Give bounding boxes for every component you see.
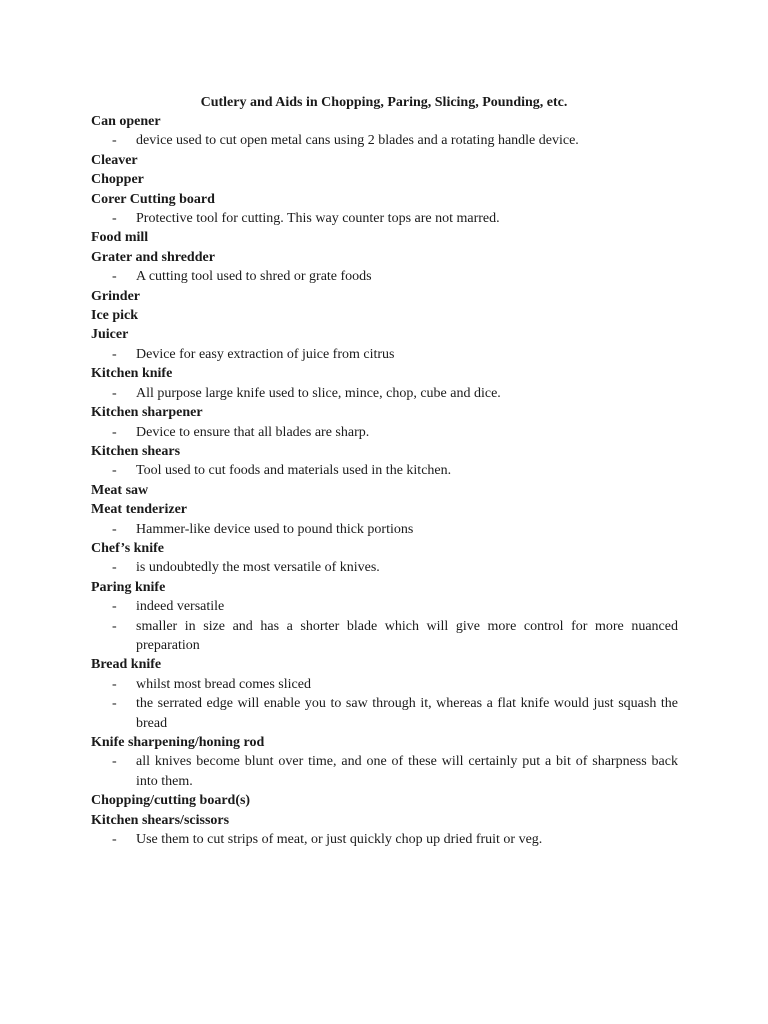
bullet-dash: - <box>112 832 117 848</box>
document-title: Cutlery and Aids in Chopping, Paring, Slicing, Pounding, etc. <box>200 95 568 110</box>
entry-bullet <box>91 597 678 616</box>
entry-bullet <box>91 617 678 656</box>
bullet-dash: - <box>112 754 117 770</box>
entry-term: Kitchen sharpener <box>91 405 203 421</box>
entry-bullet <box>91 675 678 694</box>
bullet-text: whilst most bread comes sliced <box>136 676 311 692</box>
bullet-dash: - <box>112 521 117 537</box>
bullet-dash: - <box>112 618 117 634</box>
entry-bullet <box>91 461 678 480</box>
bullet-dash: - <box>112 269 117 285</box>
entry-bullet <box>91 558 678 577</box>
entry-term: Grater and shredder <box>91 249 215 265</box>
entry-term: Meat saw <box>91 482 149 498</box>
entry-term: Chopping/cutting board(s) <box>91 793 251 809</box>
bullet-text: Use them to cut strips of meat, or just quickly chop up dried fruit or veg. <box>136 832 543 848</box>
bullet-dash: - <box>112 385 117 401</box>
entry-term: Can opener <box>91 114 161 129</box>
entry-bullet <box>91 694 678 733</box>
entry-term: Kitchen knife <box>91 366 173 382</box>
entry-term: Knife sharpening/honing rod <box>91 735 265 750</box>
entry-bullet <box>91 267 678 286</box>
entry-bullet <box>91 209 678 228</box>
bullet-text: device used to cut open metal cans using 2 blades and a rotating handle device. <box>136 133 579 149</box>
entry-term: Bread knife <box>91 657 162 673</box>
bullet-text: Device for easy extraction of juice from citrus <box>136 346 395 362</box>
bullet-dash: - <box>112 676 117 692</box>
bullet-text: Device to ensure that all blades are sharp. <box>136 424 370 440</box>
entry-bullet <box>91 384 678 403</box>
entry-term: Food mill <box>91 230 149 246</box>
entry-list <box>91 112 678 849</box>
entry-bullet <box>91 345 678 364</box>
entry-term: Chopper <box>91 172 144 188</box>
bullet-dash: - <box>112 133 117 149</box>
entry-term: Kitchen shears/scissors <box>91 812 230 828</box>
bullet-dash: - <box>112 463 117 479</box>
bullet-text: all knives become blunt over time, and one of these will certainly put a bit of sharpness back into them. <box>136 754 678 789</box>
bullet-dash: - <box>112 424 117 440</box>
entry-bullet <box>91 752 678 791</box>
entry-bullet <box>91 830 678 849</box>
entry-term: Grinder <box>91 288 140 304</box>
bullet-dash: - <box>112 560 117 576</box>
bullet-text: indeed versatile <box>136 599 225 615</box>
bullet-dash: - <box>112 211 117 227</box>
entry-term: Cleaver <box>91 152 138 168</box>
entry-bullet <box>91 520 678 539</box>
bullet-dash: - <box>112 696 117 712</box>
bullet-text: Protective tool for cutting. This way counter tops are not marred. <box>136 211 500 227</box>
bullet-dash: - <box>112 346 117 362</box>
bullet-text: Tool used to cut foods and materials used in the kitchen. <box>136 463 452 479</box>
entry-term: Juicer <box>91 327 129 343</box>
entry-term: Ice pick <box>91 308 139 324</box>
entry-term: Kitchen shears <box>91 443 181 459</box>
bullet-text: the serrated edge will enable you to saw through it, whereas a flat knife would just squash the bread <box>136 696 678 731</box>
entry-term: Meat tenderizer <box>91 502 187 518</box>
bullet-text: All purpose large knife used to slice, mince, chop, cube and dice. <box>136 385 501 401</box>
entry-bullet <box>91 423 678 442</box>
entry-bullet <box>91 131 678 150</box>
bullet-text: is undoubtedly the most versatile of knives. <box>136 560 380 576</box>
entry-term: Chef’s knife <box>91 540 164 556</box>
bullet-text: Hammer-like device used to pound thick portions <box>136 521 414 537</box>
entry-term: Corer Cutting board <box>91 191 215 207</box>
bullet-text: A cutting tool used to shred or grate foods <box>136 269 372 285</box>
entry-term: Paring knife <box>91 579 166 595</box>
bullet-text: smaller in size and has a shorter blade which will give more control for more nuanced preparation <box>136 618 678 653</box>
bullet-dash: - <box>112 599 117 615</box>
